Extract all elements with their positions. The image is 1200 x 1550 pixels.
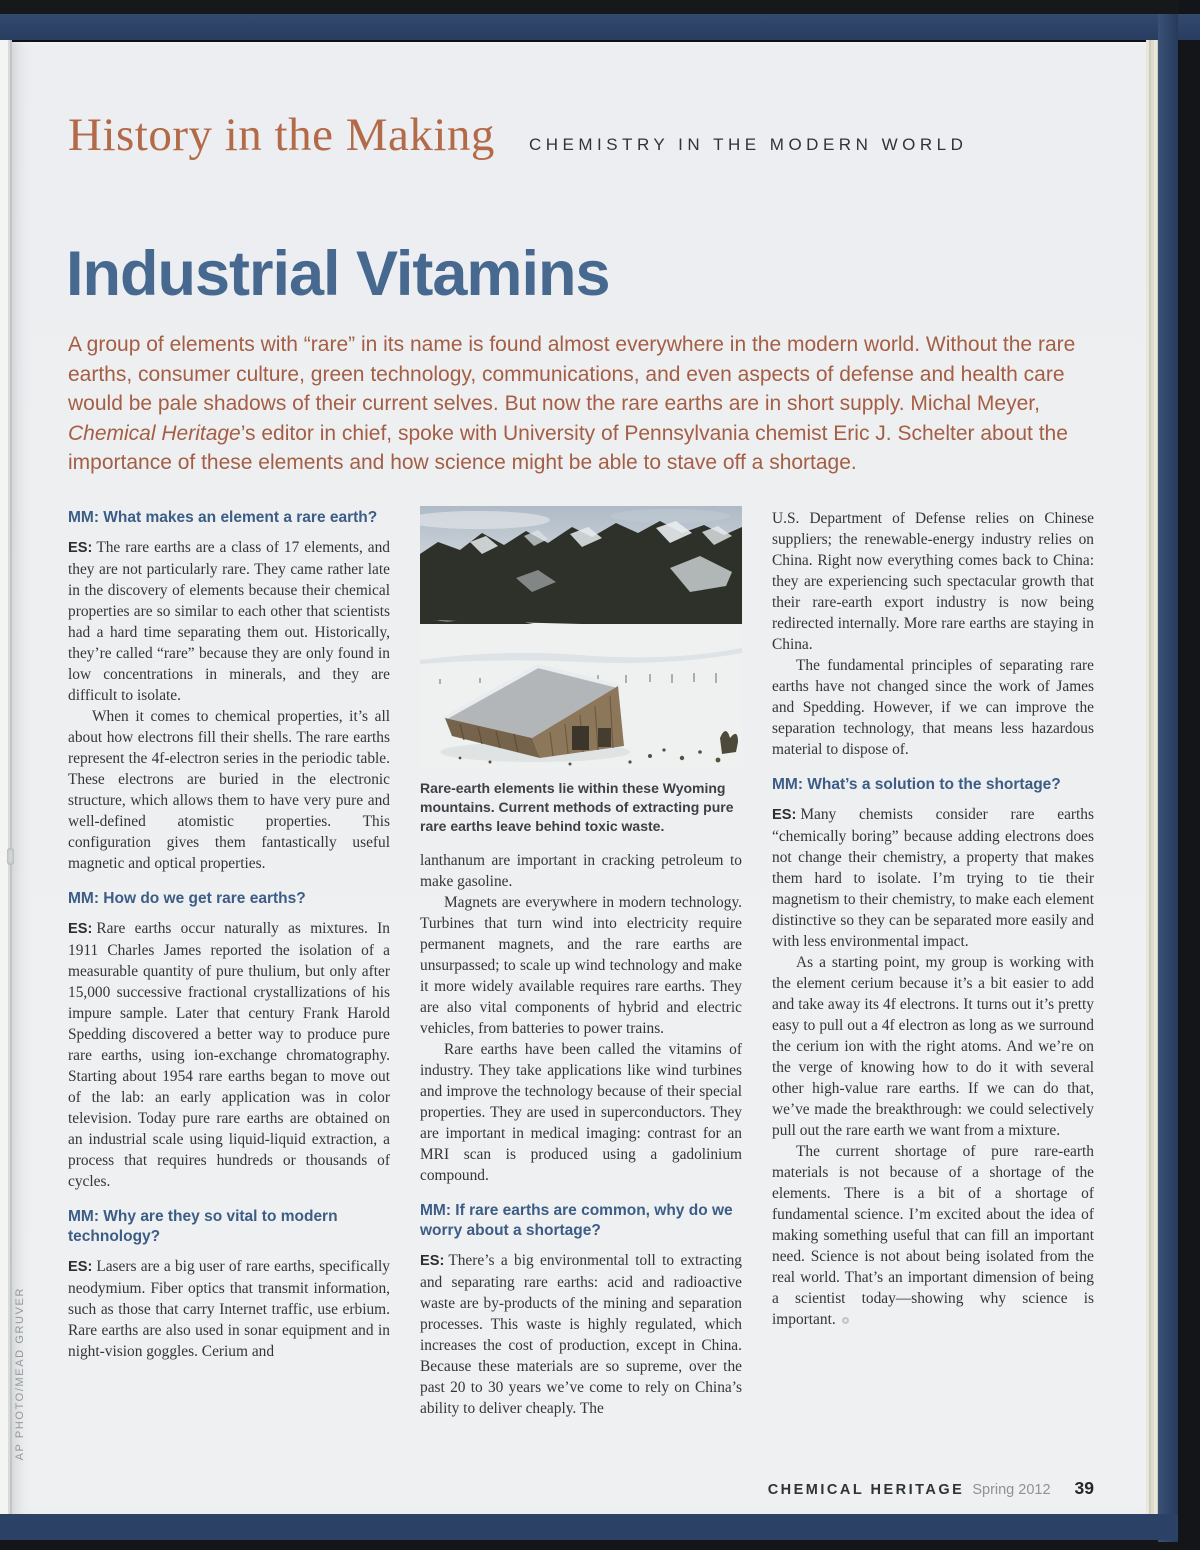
article-paragraph xyxy=(68,537,390,706)
magazine-name: Chemical Heritage xyxy=(68,421,241,445)
paragraph-text: MM: How do we get rare earths? xyxy=(68,890,306,907)
article-paragraph xyxy=(420,850,742,892)
article-columns xyxy=(68,506,1094,1419)
end-of-article-icon xyxy=(842,1317,849,1324)
footer-magazine-name: CHEMICAL HERITAGE xyxy=(767,1482,965,1498)
article-paragraph xyxy=(420,892,742,1039)
footer-issue: Spring 2012 xyxy=(972,1482,1051,1498)
paragraph-text: The current shortage of pure rare-earth materials is not because of a shortage of the elements. There is a bit of a shortage of fundamental science. I’m excited about the idea of making something useful that can fill an important need. Science is not about being isolated from the real world. That’s an important dimension of being a scientist today—showing why science is important. xyxy=(772,1143,1094,1328)
article-paragraph xyxy=(68,918,390,1192)
masthead xyxy=(68,108,967,162)
question-heading xyxy=(420,1201,742,1241)
photo-credit: AP PHOTO/MEAD GRUVER xyxy=(14,1286,26,1460)
article-paragraph xyxy=(420,1039,742,1186)
speaker-prefix: ES: xyxy=(68,1259,93,1275)
barn-photo-illustration xyxy=(420,506,742,770)
speaker-prefix: ES: xyxy=(420,1253,445,1269)
intro-paragraph xyxy=(68,330,1096,478)
speaker-prefix: ES: xyxy=(68,921,93,937)
column-1 xyxy=(68,506,390,1419)
paragraph-text: MM: Why are they so vital to modern technology? xyxy=(68,1208,338,1245)
article-paragraph xyxy=(772,952,1094,1141)
paragraph-text: Rare earths occur naturally as mixtures. In 1911 Charles James reported the isolation of a measurable quantity of pure thulium, but only after 15,000 successive fractional crystallizations of his impure sample. Later that century Frank Harold Spedding discovered a better way to produce pure rare earths, using ion-exchange chromatography. Starting about 1954 rare earths began to move out of the lab: an early application was in color television. Today pure rare earths are obtained on an industrial scale using liquid-liquid extraction, a process that requires hundreds or thousands of cycles. xyxy=(68,920,390,1190)
paragraph-text: As a starting point, my group is working with the element cerium because it’s a bit easier to add and take away its 4f electrons. It turns out it’s pretty easy to pull out a 4f electron as long as we surround the cerium ion with the right atoms. And we’re on the verge of knowing how to do it with several other high-value rare earths. If we can do that, we’ve made the breakthrough: we could selectively pull out the rare earth we want from a mixture. xyxy=(772,954,1094,1139)
paragraph-text: Magnets are everywhere in modern technology. Turbines that turn wind into electricity require permanent magnets, and the rare earths are unsurpassed; to scale up wind technology and make it more widely available requires rare earths. They are also vital components of hybrid and electric vehicles, from batteries to power trains. xyxy=(420,894,742,1037)
question-heading xyxy=(68,508,390,528)
page-binding-edge xyxy=(0,40,12,1514)
paragraph-text: lanthanum are important in cracking petroleum to make gasoline. xyxy=(420,852,742,890)
column-masthead-title: History in the Making xyxy=(68,109,495,161)
paragraph-text: There’s a big environmental toll to extracting and separating rare earths: acid and radioactive waste are by-products of the mining and separation processes. This waste is highly regulated, which increases the cost of production, except in China. Because these materials are so supreme, over the past 20 to 30 years we’ve come to rely on China’s ability to deliver cheaply. The xyxy=(420,1252,742,1417)
column-2-text xyxy=(420,850,742,1419)
footer-page-number: 39 xyxy=(1074,1478,1094,1498)
page-block-edge xyxy=(1146,40,1158,1514)
paragraph-text: MM: If rare earths are common, why do we worry about a shortage? xyxy=(420,1202,733,1239)
intro-text-continued: ’s editor in chief, spoke with University of Pennsylvania chemist Eric J. Schelter about the importance of these elements and how science might be able to stave off a shortage. xyxy=(68,421,1068,474)
question-heading xyxy=(68,1207,390,1247)
article-paragraph xyxy=(772,1141,1094,1330)
speaker-prefix: ES: xyxy=(772,807,797,823)
book-cover-edge-top xyxy=(0,0,1200,14)
paragraph-text: Rare earths have been called the vitamins of industry. They take applications like wind turbines and improve the technology because of their special properties. They are used in superconductors. They are important in medical imaging: contrast for an MRI scan is produced using a gadolinium compound. xyxy=(420,1041,742,1184)
photo-figure xyxy=(420,506,742,836)
book-cover-spine-right xyxy=(1158,14,1178,1542)
book-cover-spine-bottom xyxy=(0,1514,1178,1540)
article-paragraph xyxy=(420,1250,742,1419)
paragraph-text: Lasers are a big user of rare earths, specifically neodymium. Fiber optics that transmit information, such as those that carry Internet traffic, use erbium. Rare earths are also used in sonar equipment and in night-vision goggles. Cerium and xyxy=(68,1258,390,1360)
paragraph-text: MM: What’s a solution to the shortage? xyxy=(772,776,1061,793)
column-masthead-tagline: CHEMISTRY IN THE MODERN WORLD xyxy=(528,135,968,154)
binding-staple xyxy=(7,848,14,865)
article-paragraph xyxy=(772,804,1094,952)
question-heading xyxy=(772,775,1094,795)
paragraph-text: When it comes to chemical properties, it’s all about how electrons fill their shells. The rare earths represent the 4f-electron series in the periodic table. These electrons are buried in the electronic structure, which allows them to have very pure and well-defined atomistic properties. This configuration gives them fantastically useful magnetic and optical properties. xyxy=(68,708,390,872)
article-paragraph xyxy=(772,655,1094,760)
book-cover-spine-top xyxy=(0,14,1200,40)
article-paragraph xyxy=(68,706,390,874)
column-3 xyxy=(772,506,1094,1419)
book-cover-edge-bottom xyxy=(0,1540,1178,1550)
article-paragraph xyxy=(68,1256,390,1362)
magazine-page xyxy=(12,42,1146,1514)
column-2 xyxy=(420,506,742,1419)
paragraph-text: MM: What makes an element a rare earth? xyxy=(68,509,378,526)
page-footer xyxy=(768,1478,1094,1499)
paragraph-text: The rare earths are a class of 17 elements, and they are not particularly rare. They came rather late in the discovery of elements because their chemical properties are so similar to each other that scientists had a hard time separating them out. Historically, they’re called “rare” because they are only found in low concentrations in minerals, and they are difficult to isolate. xyxy=(68,539,390,704)
paragraph-text: U.S. Department of Defense relies on Chinese suppliers; the renewable-energy industry relies on China. Right now everything comes back to China: they are experiencing such spectacular growth that their rare-earth export industry is now being redirected internally. More rare earths are staying in China. xyxy=(772,510,1094,653)
paragraph-text: Many chemists consider rare earths “chemically boring” because adding electrons does not change their chemistry, a property that makes them hard to isolate. I’m trying to tie their magnetism to their chemistry, to make each element distinctive so they can be separated more easily and with less environmental impact. xyxy=(772,806,1094,950)
article-paragraph xyxy=(772,508,1094,655)
paragraph-text: The fundamental principles of separating rare earths have not changed since the work of James and Spedding. However, if we can improve the separation technology, that means less hazardous material to dispose of. xyxy=(772,657,1094,758)
question-heading xyxy=(68,889,390,909)
intro-text: A group of elements with “rare” in its name is found almost everywhere in the modern world. Without the rare earths, consumer culture, green technology, communications, and even aspects of defense and health care would be pale shadows of their current selves. But now the rare earths are in short supply. Michal Meyer, xyxy=(68,333,1076,415)
book-cover-edge-right xyxy=(1178,0,1200,1550)
photo-caption: Rare-earth elements lie within these Wyoming mountains. Current methods of extracting pure rare earths leave behind toxic waste. xyxy=(420,780,734,834)
article-title: Industrial Vitamins xyxy=(66,239,610,309)
speaker-prefix: ES: xyxy=(68,540,93,556)
